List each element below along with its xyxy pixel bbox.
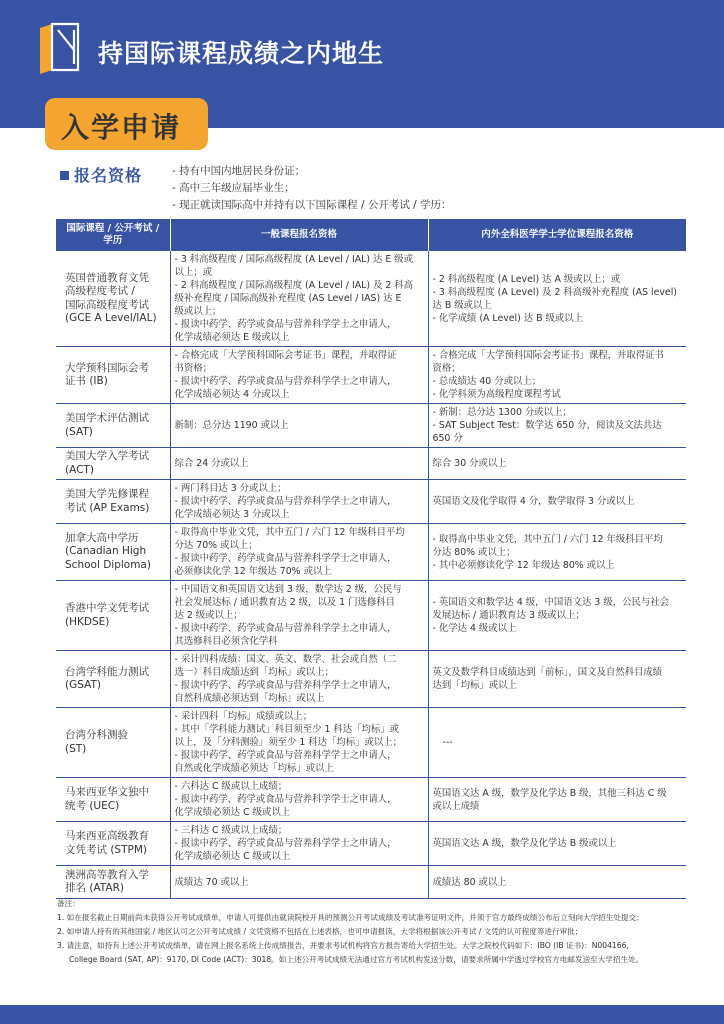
cell-line: 香港中学文凭考试: [65, 602, 149, 614]
cell-line: 综合 24 分或以上: [174, 458, 249, 469]
table-row: [56, 651, 686, 708]
cell-line: 高级程度考试 /: [65, 285, 135, 297]
square-bullet-icon: [60, 171, 69, 180]
cell-line: 达 B 级或以上: [432, 299, 492, 311]
cell-line: 英国语文达 A 级，数学及化学达 B 级，其他三科达 C 级: [432, 787, 667, 799]
general-requirement-cell: [170, 347, 428, 404]
general-requirement-cell: [170, 581, 428, 651]
cell-line: 国际高级程度考试: [65, 298, 149, 311]
mbbs-requirement-cell: [428, 480, 686, 524]
cell-line: 澳洲高等教育入学: [65, 868, 149, 881]
eligibility-item: - 高中三年级应届毕业生；: [172, 182, 295, 194]
cell-line: - 取得高中毕业文凭，其中五门 / 六门 12 年级科目平均: [432, 533, 663, 545]
general-requirement-cell: [170, 251, 428, 347]
cell-line: 化学成绩必须达 C 级或以上: [174, 851, 291, 862]
course-name-cell: [56, 708, 170, 778]
table-row: [56, 347, 686, 404]
table-row: [56, 708, 686, 778]
cell-line: (ACT): [65, 463, 94, 476]
column-header-general: 一般课程报名资格: [170, 219, 428, 251]
mbbs-requirement-cell: [428, 404, 686, 448]
cell-line: 新制：总分达 1190 或以上: [174, 420, 289, 431]
cell-line: 达 2 级或以上；: [174, 610, 243, 621]
cell-line: - 其中必须修读化学 12 年级达 80% 或以上: [432, 559, 615, 571]
mbbs-requirement-cell: [428, 581, 686, 651]
cell-line: - SAT Subject Test：数学达 650 分，阅读及文法共达 650 分: [432, 420, 662, 444]
cell-line: - 2 科高级程度 / 国际高级程度 (A Level / IAL) 及 2 科高: [174, 280, 414, 291]
cell-line: 英文及数学科目成绩达到「前标」，国文及自然科目成绩: [432, 667, 663, 678]
general-requirement-cell: [170, 480, 428, 524]
note-item: 2. 如申请人持有的其他国家 / 地区认可之公开考试成绩 / 文凭资格不包括在上述表格，也可申请报读，大学将根据该公开考试 / 文凭的认可程度等进行审批；: [57, 927, 583, 936]
cell-line: (HKDSE): [65, 615, 110, 628]
course-name-cell: [56, 251, 170, 347]
cell-line: 成绩达 70 或以上: [174, 876, 249, 888]
cell-line: 台湾分科测验: [65, 729, 128, 741]
cell-line: 美国学术评估测试: [65, 412, 149, 424]
cell-line: 马来西亚华文独中: [65, 786, 149, 798]
cell-line: - 化学成绩 (A Level) 达 B 级或以上: [432, 312, 584, 324]
eligibility-title: 报名资格: [74, 166, 143, 185]
course-name-cell: [56, 448, 170, 480]
cell-line: 或以上成绩: [432, 800, 480, 812]
cell-line: 英国语文达 A 级，数学及化学达 B 级或以上: [432, 838, 617, 849]
logo-icon: [30, 20, 88, 78]
cell-line: 发展达标 / 通识教育达 3 级或以上；: [432, 610, 585, 621]
general-requirement-cell: [170, 651, 428, 708]
mbbs-requirement-cell: [428, 708, 686, 778]
cell-line: 加拿大高中学历: [65, 531, 139, 544]
general-requirement-cell: [170, 708, 428, 778]
cell-line: 文凭考试 (STPM): [65, 843, 148, 856]
cell-line: (GCE A Level/IAL): [65, 312, 157, 324]
cell-line: 书资格；: [174, 363, 213, 374]
cell-line: - 总成绩达 40 分或以上；: [432, 376, 542, 387]
notes-section: [57, 897, 697, 967]
course-name-cell: [56, 651, 170, 708]
eligibility-item: - 持有中国内地居民身份证；: [172, 165, 306, 177]
cell-line: 资格；: [432, 363, 461, 374]
mbbs-requirement-cell: [428, 778, 686, 822]
cell-line: ---: [442, 737, 453, 748]
course-name-cell: [56, 347, 170, 404]
table-row: [56, 778, 686, 822]
note-item: College Board (SAT, AP)：9170, DI Code (ACT)：3018。如上述公开考试成绩无法通过官方考试机构发送分数，请要求所属中学透过学校官方电邮发送至大学招生处。: [69, 955, 644, 964]
table-row: [56, 866, 686, 899]
cell-line: 以上；或: [174, 267, 213, 278]
cell-line: (Canadian High: [65, 545, 147, 558]
cell-line: - 报读中药学、药学或食品与营养科学学士之申请人，: [174, 794, 397, 805]
section-tab: [45, 98, 208, 150]
page-title: 持国际课程成绩之内地生: [98, 39, 385, 68]
cell-line: - 其中「学科能力测试」科目须至少 1 科达「均标」或: [174, 724, 400, 735]
table-header-row: [56, 219, 686, 251]
cell-line: 统考 (UEC): [65, 799, 120, 812]
mbbs-requirement-cell: [428, 822, 686, 866]
cell-line: (ST): [65, 742, 87, 755]
table-row: [56, 251, 686, 347]
cell-line: 化学成绩必须达 3 分或以上: [174, 509, 290, 520]
cell-line: - 报读中药学、药学或食品与营养科学学士之申请人，: [174, 376, 397, 387]
note-item: 3. 请注意，如持有上述公开考试成绩单，请在网上报名系统上传成绩报告，并要求考试机构将官方报告寄给大学招生处。大学之院校代码如下：IBO (IB 证书)：N004166,: [57, 941, 629, 950]
cell-line: - 合格完成「大学预科国际会考证书」课程，并取得证书: [432, 350, 664, 361]
course-name-cell: [56, 778, 170, 822]
cell-line: - 2 科高级程度 (A Level) 达 A 级或以上；或: [432, 273, 621, 285]
cell-line: School Diploma): [65, 558, 151, 571]
header-line: 国际课程 /: [66, 223, 112, 234]
cell-line: 分达 80% 或以上；: [432, 546, 516, 558]
table-row: [56, 404, 686, 448]
cell-line: - 六科达 C 级或以上成绩；: [174, 781, 288, 792]
cell-line: 马来西亚高级教育: [65, 830, 149, 842]
cell-line: 自然或化学成绩必须达「均标」或以上: [174, 763, 334, 774]
cell-line: - 中国语文和英国语文达到 3 级，数学达 2 级，公民与: [174, 584, 402, 595]
course-name-cell: [56, 524, 170, 581]
cell-line: 自然科成绩必须达到「均标」或以上: [174, 693, 325, 704]
cell-line: 化学成绩必须达 E 级或以上: [174, 332, 290, 343]
cell-line: - 两门科目达 3 分或以上；: [174, 483, 287, 494]
cell-line: - 化学科须为高级程度课程考试: [432, 389, 561, 400]
column-header-course: [56, 219, 170, 251]
general-requirement-cell: [170, 866, 428, 899]
cell-line: - 新制：总分达 1300 分或以上；: [432, 407, 572, 418]
general-requirement-cell: [170, 404, 428, 448]
requirements-table: [56, 219, 686, 899]
cell-line: 其选修科目必须含化学科: [174, 636, 278, 647]
cell-line: - 化学达 4 级或以上: [432, 623, 517, 634]
cell-line: 必须修读化学 12 年级达 70% 或以上: [174, 566, 332, 577]
cell-line: (SAT): [65, 425, 93, 438]
cell-line: - 三科达 C 级或以上成绩；: [174, 825, 288, 836]
general-requirement-cell: [170, 778, 428, 822]
cell-line: 考试 (AP Exams): [65, 501, 150, 514]
cell-line: - 英国语文和数学达 4 级，中国语文达 3 级，公民与社会: [432, 597, 669, 608]
mbbs-requirement-cell: [428, 448, 686, 480]
note-item: 1. 如在报名截止日期前尚未获得公开考试成绩单，申请人可提供由就读院校开具的预测公开考试成绩及考试准考证明文件，并须于官方最终成绩公布后立刻向大学招生处提交；: [57, 913, 644, 922]
general-requirement-cell: [170, 822, 428, 866]
eligibility-item: - 现正就读国际高中并持有以下国际课程 / 公开考试 / 学历：: [172, 199, 452, 211]
header-line: 公开考试 / 学历: [103, 223, 160, 246]
cell-line: - 合格完成「大学预科国际会考证书」课程，并取得证: [174, 350, 397, 361]
cell-line: 级补充程度 / 国际高级补充程度 (AS Level / IAS) 达 E: [174, 293, 402, 304]
cell-line: 成绩达 80 或以上: [432, 876, 507, 888]
cell-line: 分达 70% 或以上；: [174, 540, 258, 551]
cell-line: - 报读中药学、药学或食品与营养科学学士之申请人，: [174, 496, 397, 507]
general-requirement-cell: [170, 524, 428, 581]
course-name-cell: [56, 822, 170, 866]
cell-line: 综合 30 分或以上: [432, 458, 507, 469]
cell-line: - 采计四科「均标」成绩或以上；: [174, 711, 313, 722]
mbbs-requirement-cell: [428, 251, 686, 347]
cell-line: 社会发展达标 / 通识教育达 2 级，以及 1 门选修科目: [174, 597, 395, 608]
cell-line: - 取得高中毕业文凭，其中五门 / 六门 12 年级科目平均: [174, 527, 405, 538]
general-requirement-cell: [170, 448, 428, 480]
cell-line: - 报读中药学、药学或食品与营养科学学士之申请人，: [174, 623, 397, 634]
cell-line: - 报读中药学、药学或食品与营养科学学士之申请人，: [174, 553, 397, 564]
cell-line: 以上，及「分科测验」须至少 1 科达「均标」或以上；: [174, 737, 403, 748]
cell-line: 台湾学科能力测试: [65, 665, 149, 678]
mbbs-requirement-cell: [428, 651, 686, 708]
column-header-mbbs: 内外全科医学学士学位课程报名资格: [428, 219, 686, 251]
cell-line: 英国语文及化学取得 4 分，数学取得 3 分或以上: [432, 496, 635, 507]
cell-line: 化学成绩必须达 4 分或以上: [174, 389, 290, 400]
course-name-cell: [56, 581, 170, 651]
cell-line: 达到「均标」或以上: [432, 680, 517, 691]
eligibility-list: [172, 163, 452, 214]
cell-line: - 报读中药学、药学或食品与营养科学学士之申请人，: [174, 319, 397, 330]
mbbs-requirement-cell: [428, 347, 686, 404]
table-row: [56, 448, 686, 480]
mbbs-requirement-cell: [428, 524, 686, 581]
cell-line: - 采计四科成绩：国文、英文、数学、社会或自然（二: [174, 654, 397, 665]
cell-line: 排名 (ATAR): [65, 882, 124, 894]
cell-line: 大学预科国际会考: [65, 361, 149, 374]
cell-line: 选一）科目成绩达到「均标」或以上；: [174, 667, 334, 678]
course-name-cell: [56, 480, 170, 524]
footer-bar: [0, 1005, 724, 1024]
cell-line: - 3 科高级程度 (A Level) 及 2 科高级补充程度 (AS level): [432, 286, 677, 298]
notes-title: 备注：: [57, 899, 80, 908]
cell-line: - 报读中药学、药学或食品与营养科学学士之申请人，: [174, 838, 397, 849]
table-row: [56, 581, 686, 651]
cell-line: 美国大学先修课程: [65, 488, 149, 500]
cell-line: - 3 科高级程度 / 国际高级程度 (A Level / IAL) 达 E 级或: [174, 254, 413, 265]
cell-line: 级或以上；: [174, 306, 222, 317]
course-name-cell: [56, 866, 170, 899]
section-tab-label: 入学申请: [61, 111, 182, 144]
cell-line: 英国普通教育文凭: [65, 271, 149, 284]
course-name-cell: [56, 404, 170, 448]
cell-line: 化学成绩必须达 C 级或以上: [174, 807, 291, 818]
table-row: [56, 524, 686, 581]
cell-line: (GSAT): [65, 679, 101, 691]
cell-line: 证书 (IB): [65, 375, 108, 387]
cell-line: - 报读中药学、药学或食品与营养科学学士之申请人，: [174, 680, 397, 691]
cell-line: 美国大学入学考试: [65, 450, 149, 462]
table-row: [56, 822, 686, 866]
table-row: [56, 480, 686, 524]
mbbs-requirement-cell: [428, 866, 686, 899]
cell-line: - 报读中药学、药学或食品与营养科学学士之申请人，: [174, 750, 397, 761]
